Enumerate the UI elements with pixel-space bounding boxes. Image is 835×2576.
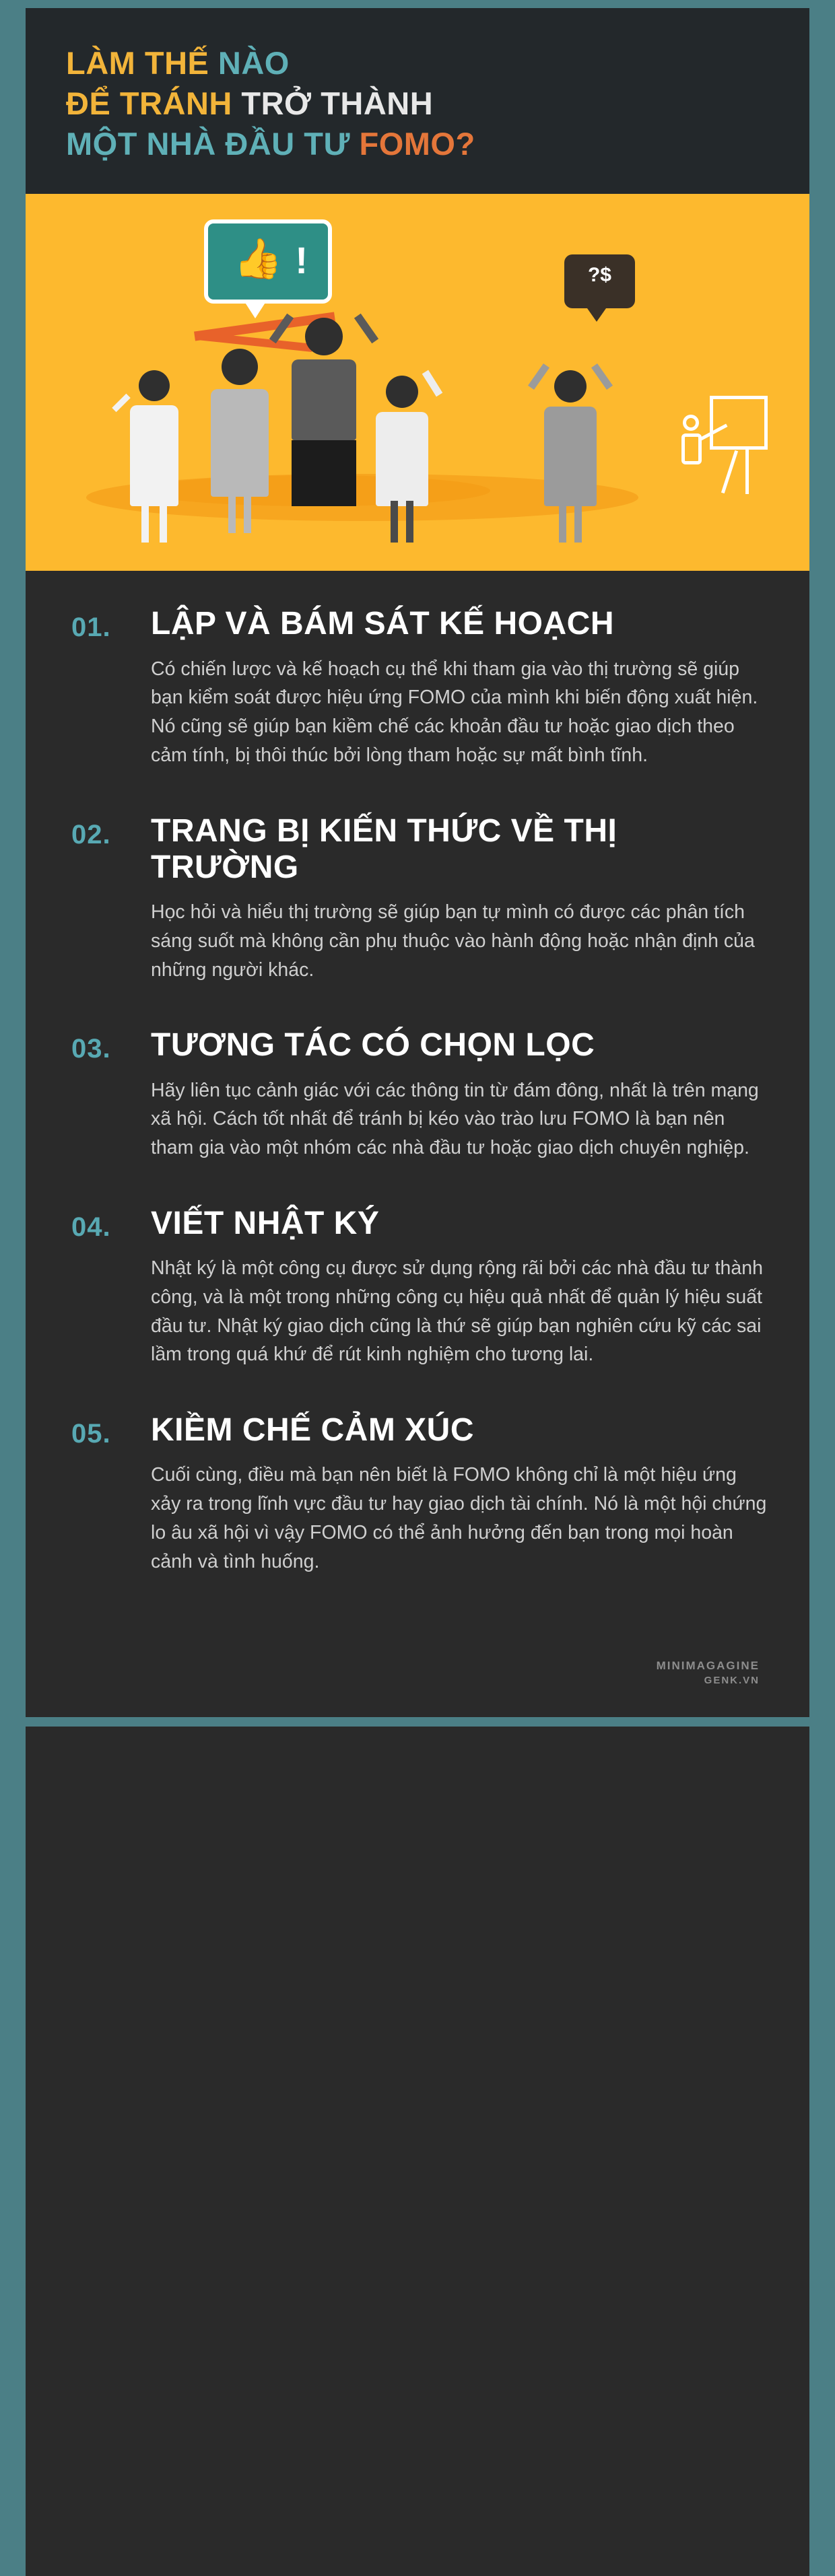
crowd-figure-4: [376, 376, 428, 506]
figure-lower: [292, 440, 356, 506]
title-part-3b: FOMO?: [359, 126, 475, 162]
figure-legs: [554, 505, 587, 543]
content-wrapper: [0, 8, 835, 1717]
title-part-1b: NÀO: [218, 45, 290, 81]
tip-item: [26, 1027, 809, 1162]
tip-number: 01.: [71, 613, 111, 643]
figure-head: [139, 370, 170, 401]
tip-text: Cuối cùng, điều mà bạn nên biết là FOMO không chỉ là một hiệu ứng xảy ra trong lĩnh vực đầu tư hay giao dịch tài chính. Nó là một hội chứng lo âu xã hội vì vậy FOMO có thể ảnh hưởng đến bạn trong mọi hoàn cảnh và tình huống.: [151, 1464, 767, 1572]
tip-body: [151, 1412, 768, 1576]
hero-illustration: [26, 194, 809, 571]
tip-body: [151, 606, 768, 769]
crowd-figure-2: [211, 349, 269, 497]
tip-body: [151, 1027, 768, 1162]
tip-title: LẬP VÀ BÁM SÁT KẾ HOẠCH: [151, 606, 614, 642]
header-block: [26, 8, 809, 194]
tip-text: Hãy liên tục cảnh giác với các thông tin từ đám đông, nhất là trên mạng xã hội. Cách tốt nhất để tránh bị kéo vào trào lưu FOMO là bạn nên tham gia vào một nhóm các nhà đầu tư hoặc giao dịch chuyên nghiệp.: [151, 1079, 759, 1159]
tip-item: [26, 1412, 809, 1576]
footer-line-2: GENK.VN: [704, 1675, 760, 1687]
figure-head: [222, 349, 258, 385]
figure-body: [376, 412, 428, 506]
footer-line-1: MINIMAGAGINE: [656, 1659, 760, 1673]
tip-number: 03.: [71, 1034, 111, 1064]
tip-item: [26, 606, 809, 769]
title-part-1a: LÀM THẾ: [66, 45, 218, 81]
title-line-1: [66, 43, 769, 83]
figure-legs: [137, 505, 171, 543]
tip-title: KIỀM CHẾ CẢM XÚC: [151, 1412, 475, 1449]
figure-body: [211, 389, 269, 497]
footer-credit: [26, 1646, 809, 1717]
figure-arm: [112, 394, 131, 413]
lone-figure: [544, 370, 597, 506]
tip-number: 04.: [71, 1212, 111, 1242]
figure-arm-right: [354, 314, 378, 344]
crowd-figure-3: [292, 318, 356, 506]
speech-bubble: [204, 219, 332, 304]
figure-arm: [422, 370, 443, 397]
tips-list: [26, 571, 809, 1646]
figure-arm-right: [591, 363, 613, 390]
title-part-3a: MỘT NHÀ ĐẦU TƯ: [66, 126, 360, 162]
title-part-2b: TRỞ THÀNH: [241, 85, 434, 122]
tip-title: TƯƠNG TÁC CÓ CHỌN LỌC: [151, 1027, 595, 1064]
figure-legs: [223, 495, 257, 533]
tip-body: [151, 813, 768, 985]
title-line-2: [66, 83, 769, 124]
bottom-strip: [0, 1717, 835, 1727]
tip-text: Nhật ký là một công cụ được sử dụng rộng rãi bởi các nhà đầu tư thành công, và là một trong những công cụ hiệu quả nhất để quản lý hiệu suất đầu tư. Nhật ký giao dịch cũng là thứ sẽ giúp bạn nghiên cứu kỹ các sai lầm trong quá khứ để rút kinh nghiệm cho tương lai.: [151, 1257, 763, 1366]
title-part-2a: ĐỂ TRÁNH: [66, 85, 242, 122]
presenter-icon: [680, 396, 768, 497]
tip-item: [26, 813, 809, 985]
figure-body: [292, 359, 356, 440]
top-strip: [0, 0, 835, 8]
title-line-3: [66, 124, 769, 164]
figure-head: [305, 318, 343, 355]
figure-head: [554, 370, 587, 403]
figure-body: [130, 405, 178, 506]
thumbs-up-icon: 👍: [234, 237, 283, 281]
tip-item: [26, 1206, 809, 1369]
tip-title: VIẾT NHẬT KÝ: [151, 1205, 380, 1241]
figure-body: [544, 407, 597, 506]
figure-arm-left: [528, 363, 549, 390]
tip-number: 02.: [71, 819, 111, 849]
tip-body: [151, 1206, 768, 1369]
figure-head: [386, 376, 418, 408]
figure-legs: [385, 505, 419, 543]
crowd-figure-1: [130, 370, 178, 506]
exclamation-mark: !: [295, 239, 308, 282]
tip-text: Có chiến lược và kế hoạch cụ thể khi tham gia vào thị trường sẽ giúp bạn kiểm soát được hiệu ứng FOMO của mình khi biến động xuất hiện. Nó cũng sẽ giúp bạn kiềm chế các khoản đầu tư hoặc giao dịch theo cảm tính, bị thôi thúc bởi lòng tham hoặc sự mất bình tĩnh.: [151, 658, 758, 766]
worry-bubble: [564, 254, 635, 308]
tip-number: 05.: [71, 1419, 111, 1449]
tip-title: TRANG BỊ KIẾN THỨC VỀ THỊ TRƯỜNG: [151, 812, 617, 885]
worry-bubble-text: ?$: [587, 264, 611, 287]
page-title: [66, 43, 769, 164]
tip-text: Học hỏi và hiểu thị trường sẽ giúp bạn tự mình có được các phân tích sáng suốt mà không cần phụ thuộc vào hành động hoặc nhận định của những người khác.: [151, 901, 755, 981]
